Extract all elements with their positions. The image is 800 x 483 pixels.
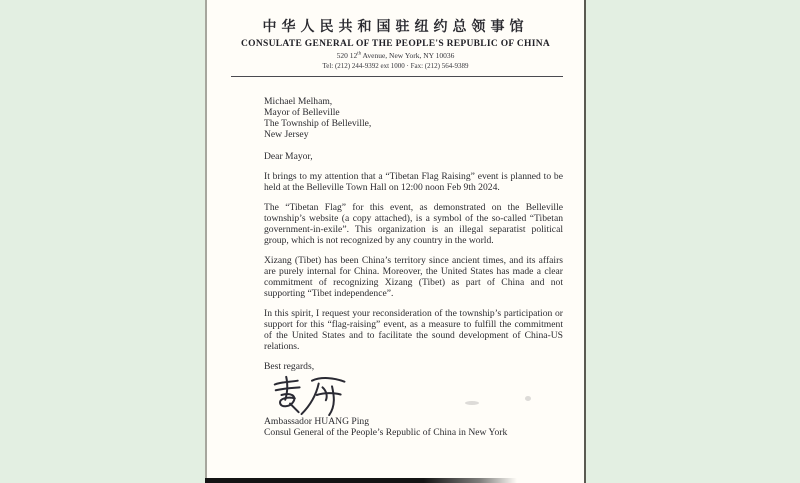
address-ordinal-suffix: th [357,51,362,57]
signer-title: Consul General of the People’s Republic of China in New York [264,426,508,438]
letter-page [205,0,586,483]
signer-name: Ambassador HUANG Ping [264,415,369,427]
salutation: Dear Mayor, [264,150,313,162]
letterhead [207,0,584,77]
recipient-name: Michael Melham, [264,95,333,107]
paragraph-3: Xizang (Tibet) has been China’s territory since ancient times, and its affairs are purely internal for China. Moreover, the United States has made a clear commitment of recognizing Xizang (Tibet) as part of China and not supporting “Tibet independence”. [264,254,563,299]
letter-body [264,96,563,438]
paragraph-2: The “Tibetan Flag” for this event, as demonstrated on the Belleville township’s website (a copy attached), is a symbol of the so-called “Tibetan government-in-exile”. This organization is an illegal separatist political group, which is not recognized by any country in the world. [264,201,563,246]
paragraph-1: It brings to my attention that a “Tibetan Flag Raising” event is planned to be held at the Belleville Town Hall on 12:00 noon Feb 9th 2024. [264,170,563,193]
recipient-role: Mayor of Belleville [264,106,340,118]
consulate-chinese-title: 中华人民共和国驻纽约总领事馆 [262,20,529,35]
closing-phrase: Best regards, [264,360,315,372]
consulate-english-title: CONSULATE GENERAL OF THE PEOPLE'S REPUBLIC OF CHINA [240,39,551,49]
consulate-address [207,51,584,60]
huang-ping-signature-icon [268,374,356,416]
scan-artifact-bar [205,478,517,483]
signature-block [268,374,563,416]
address-street: 520 12 [336,51,358,60]
recipient-org: The Township of Belleville, [264,117,372,129]
recipient-block [264,96,563,140]
scan-smudge [525,396,531,401]
address-city: Avenue, New York, NY 10036 [361,51,455,60]
letterhead-divider [231,76,563,77]
consulate-tel-fax: Tel: (212) 244-9392 ext 1000 · Fax: (212) 564-9389 [322,61,469,70]
scan-smudge [465,401,479,405]
paragraph-4: In this spirit, I request your reconsideration of the township’s participation or support for this “flag-raising” event, as a measure to fulfill the commitment of the United States and to facilitate the sound development of China-US relations. [264,307,563,352]
recipient-state: New Jersey [264,128,309,140]
